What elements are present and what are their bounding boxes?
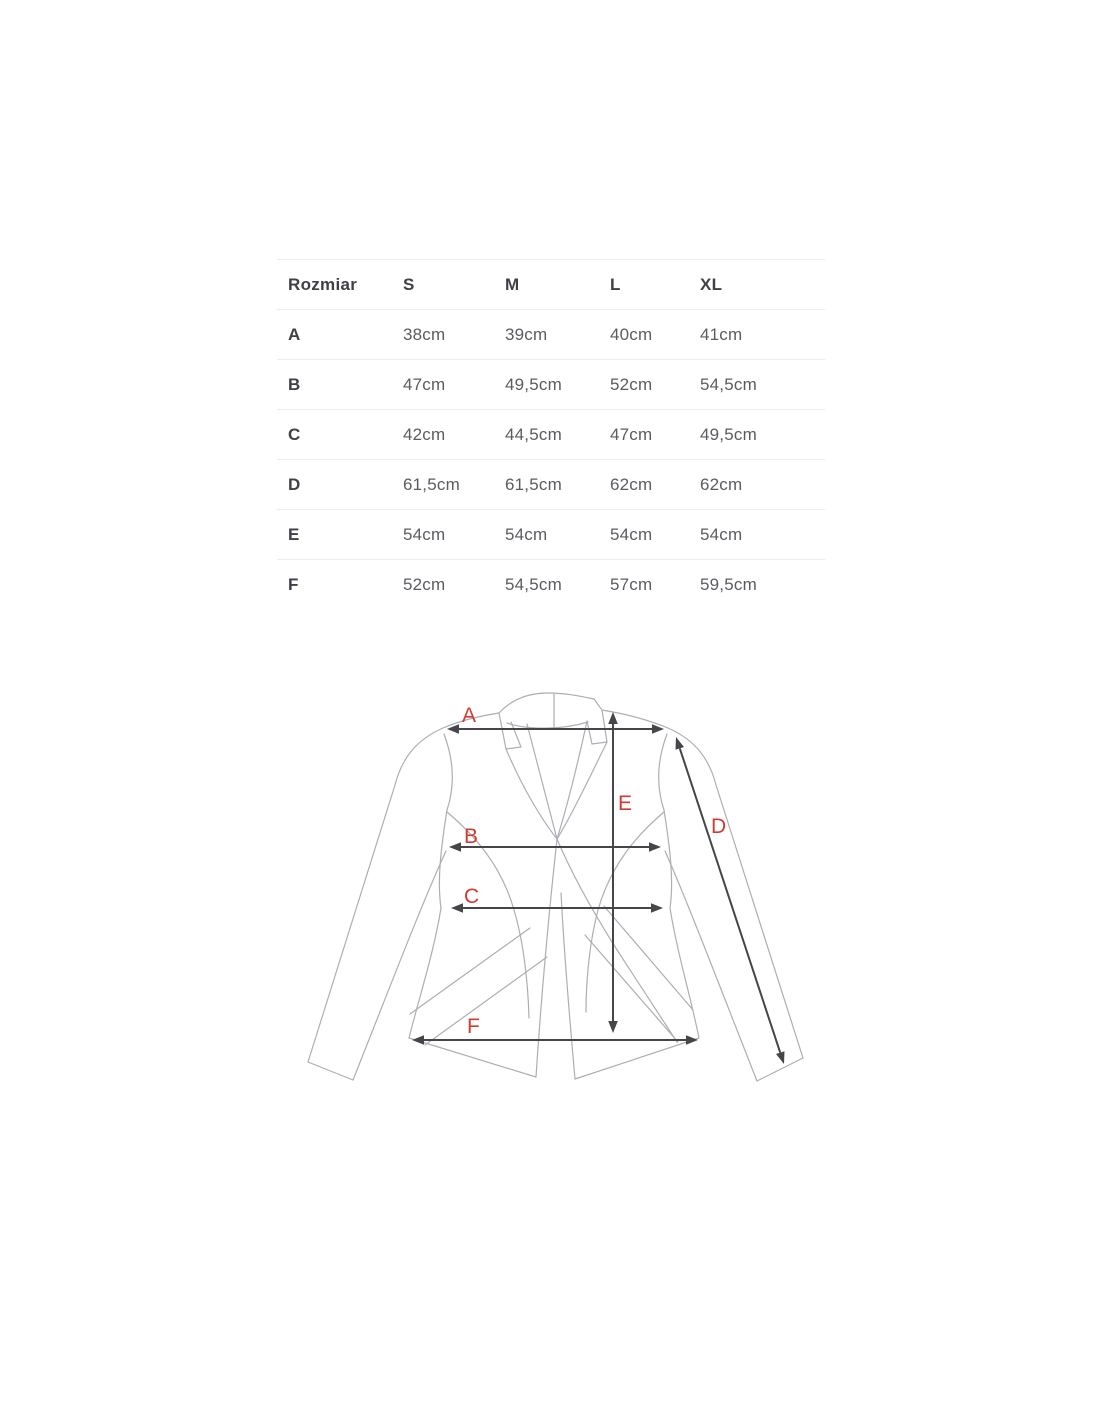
measurement-cell: 38cm (403, 324, 446, 344)
measure-label-b: B (464, 825, 479, 848)
measure-arrow-d (676, 737, 785, 1064)
measurement-cell: 49,5cm (505, 374, 562, 394)
measure-label-f: F (467, 1015, 480, 1038)
column-header-xl: XL (700, 274, 723, 294)
measurement-cell: 54,5cm (505, 574, 562, 594)
column-header-rozmiar: Rozmiar (288, 274, 358, 294)
measurement-cell: 57cm (610, 574, 653, 594)
measure-label-a: A (462, 704, 477, 727)
measurement-cell: 44,5cm (505, 424, 562, 444)
measurement-cell: 61,5cm (505, 474, 562, 494)
measure-arrow-e (608, 712, 618, 1033)
row-label: B (288, 374, 301, 394)
measure-arrow-b (449, 842, 661, 852)
row-label: C (288, 424, 301, 444)
measurement-cell: 62cm (610, 474, 653, 494)
measurement-cell: 42cm (403, 424, 446, 444)
measurement-cell: 59,5cm (700, 574, 757, 594)
measure-label-c: C (464, 885, 480, 908)
measure-arrow-a (447, 724, 664, 734)
row-label: A (288, 324, 301, 344)
measurement-cell: 49,5cm (700, 424, 757, 444)
measurement-cell: 52cm (610, 374, 653, 394)
measurement-cell: 41cm (700, 324, 743, 344)
column-header-l: L (610, 274, 621, 294)
measurement-cell: 54cm (403, 524, 446, 544)
measurement-cell: 47cm (610, 424, 653, 444)
measurement-cell: 54cm (700, 524, 743, 544)
measure-arrow-c (451, 903, 663, 913)
measure-label-d: D (711, 815, 727, 838)
measurement-cell: 54cm (505, 524, 548, 544)
measure-label-e: E (618, 792, 633, 815)
row-label: D (288, 474, 301, 494)
measure-arrow-f (412, 1035, 698, 1045)
measurement-cell: 40cm (610, 324, 653, 344)
measurement-cell: 54,5cm (700, 374, 757, 394)
column-header-m: M (505, 274, 520, 294)
row-label: E (288, 524, 300, 544)
row-label: F (288, 574, 299, 594)
measurement-cell: 52cm (403, 574, 446, 594)
measurement-cell: 62cm (700, 474, 743, 494)
jacket-outline (308, 693, 803, 1081)
measurement-cell: 39cm (505, 324, 548, 344)
measurement-cell: 54cm (610, 524, 653, 544)
column-header-s: S (403, 274, 415, 294)
measurement-cell: 47cm (403, 374, 446, 394)
measurement-cell: 61,5cm (403, 474, 460, 494)
